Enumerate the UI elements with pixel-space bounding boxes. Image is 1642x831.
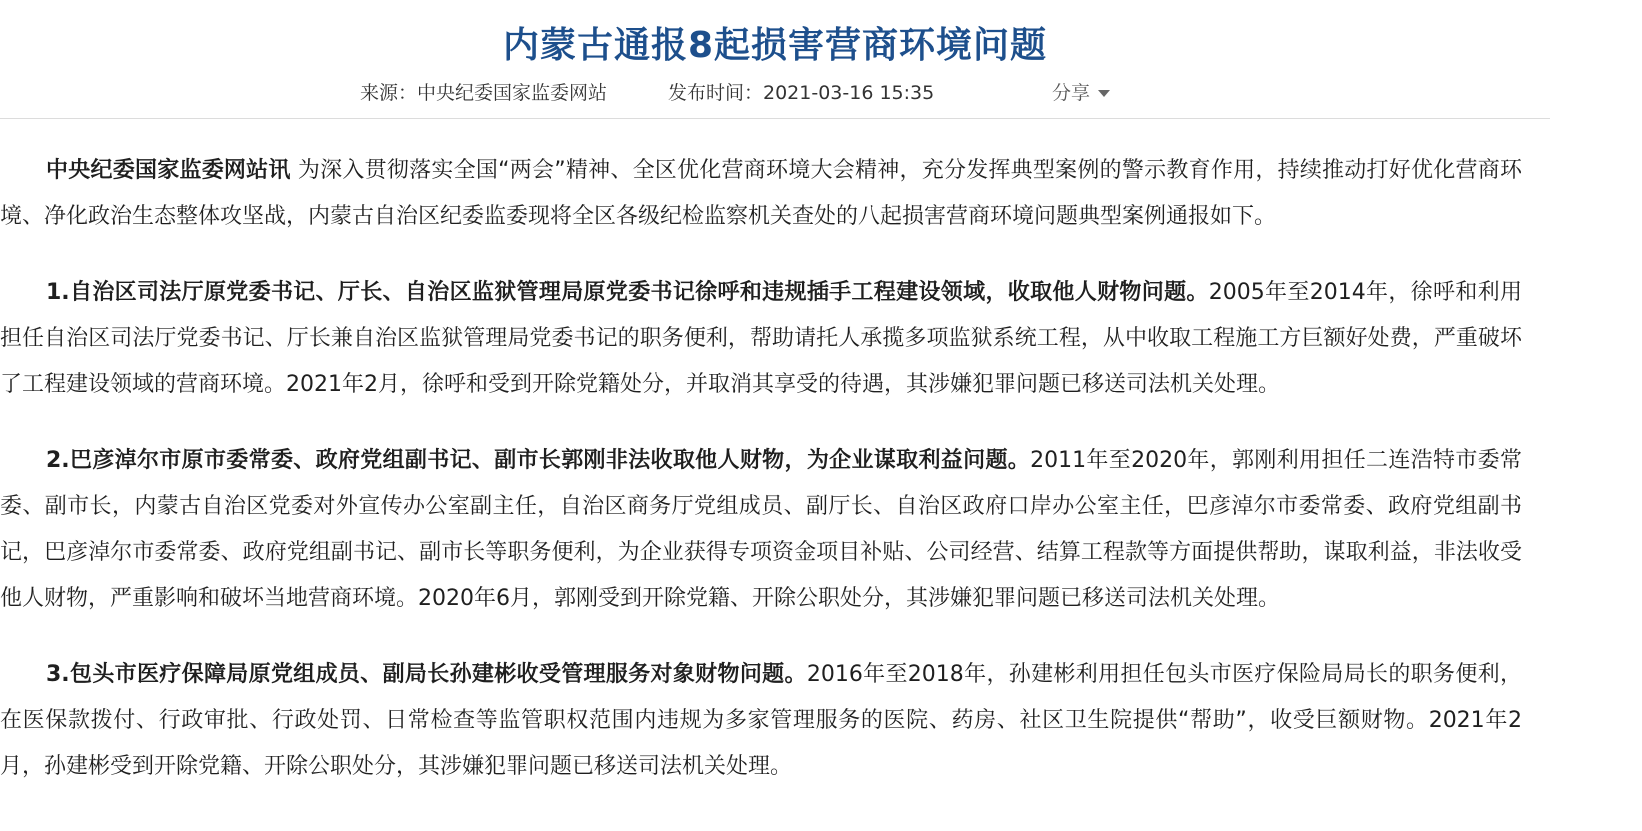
share-label: 分享 (1052, 82, 1091, 104)
source-label: 来源：中央纪委国家监委网站 (360, 82, 608, 104)
paragraph-text: 为深入贯彻落实全国“两会”精神、全区优化营商环境大会精神，充分发挥典型案例的警示教育作用，持续推动打好优化营商环境、净化政治生态整体攻坚战，内蒙古自治区纪委监委现将全区各级纪检监察机关查处的八起损害营商环境问题典型案例通报如下。 (0, 158, 1522, 229)
paragraph-text: 2005年至2014年，徐呼和利用担任自治区司法厅党委书记、厅长兼自治区监狱管理局党委书记的职务便利，帮助请托人承揽多项监狱系统工程，从中收取工程施工方巨额好处费，严重破坏了工程建设领域的营商环境。2021年2月，徐呼和受到开除党籍处分，并取消其享受的待遇，其涉嫌犯罪问题已移送司法机关处理。 (0, 280, 1522, 397)
article-body (0, 148, 1522, 820)
paragraph-text: 2011年至2020年，郭刚利用担任二连浩特市委常委、副市长，内蒙古自治区党委对外宣传办公室副主任，自治区商务厅党组成员、副厅长、自治区政府口岸办公室主任，巴彦淖尔市委常委、政府党组副书记，巴彦淖尔市委常委、政府党组副书记、副市长等职务便利，为企业获得专项资金项目补贴、公司经营、结算工程款等方面提供帮助，谋取利益，非法收受他人财物，严重影响和破坏当地营商环境。2020年6月，郭刚受到开除党籍、开除公职处分，其涉嫌犯罪问题已移送司法机关处理。 (0, 448, 1522, 611)
paragraph-lead: 2.巴彦淖尔市原市委常委、政府党组副书记、副市长郭刚非法收取他人财物，为企业谋取利益问题。 (46, 448, 1031, 473)
publish-time: 发布时间：2021-03-16 15:35 (668, 82, 935, 104)
article-paragraph (0, 652, 1522, 790)
paragraph-lead: 3.包头市医疗保障局原党组成员、副局长孙建彬收受管理服务对象财物问题。 (46, 662, 807, 687)
article-meta (0, 78, 1642, 108)
article-paragraph (0, 270, 1522, 408)
paragraph-lead: 中央纪委国家监委网站讯 (46, 158, 291, 183)
page-title: 内蒙古通报8起损害营商环境问题 (502, 25, 1048, 67)
paragraph-lead: 1.自治区司法厅原党委书记、厅长、自治区监狱管理局原党委书记徐呼和违规插手工程建设领域，收取他人财物问题。 (46, 280, 1209, 305)
article-paragraph (0, 148, 1522, 240)
chevron-down-icon (1098, 90, 1110, 97)
article-paragraph (0, 438, 1522, 622)
paragraph-text: 2016年至2018年，孙建彬利用担任包头市医疗保险局局长的职务便利，在医保款拨付、行政审批、行政处罚、日常检查等监管职权范围内违规为多家管理服务的医院、药房、社区卫生院提供“帮助”，收受巨额财物。2021年2月，孙建彬受到开除党籍、开除公职处分，其涉嫌犯罪问题已移送司法机关处理。 (0, 662, 1522, 779)
share-button[interactable] (1052, 78, 1110, 108)
divider (0, 118, 1550, 119)
